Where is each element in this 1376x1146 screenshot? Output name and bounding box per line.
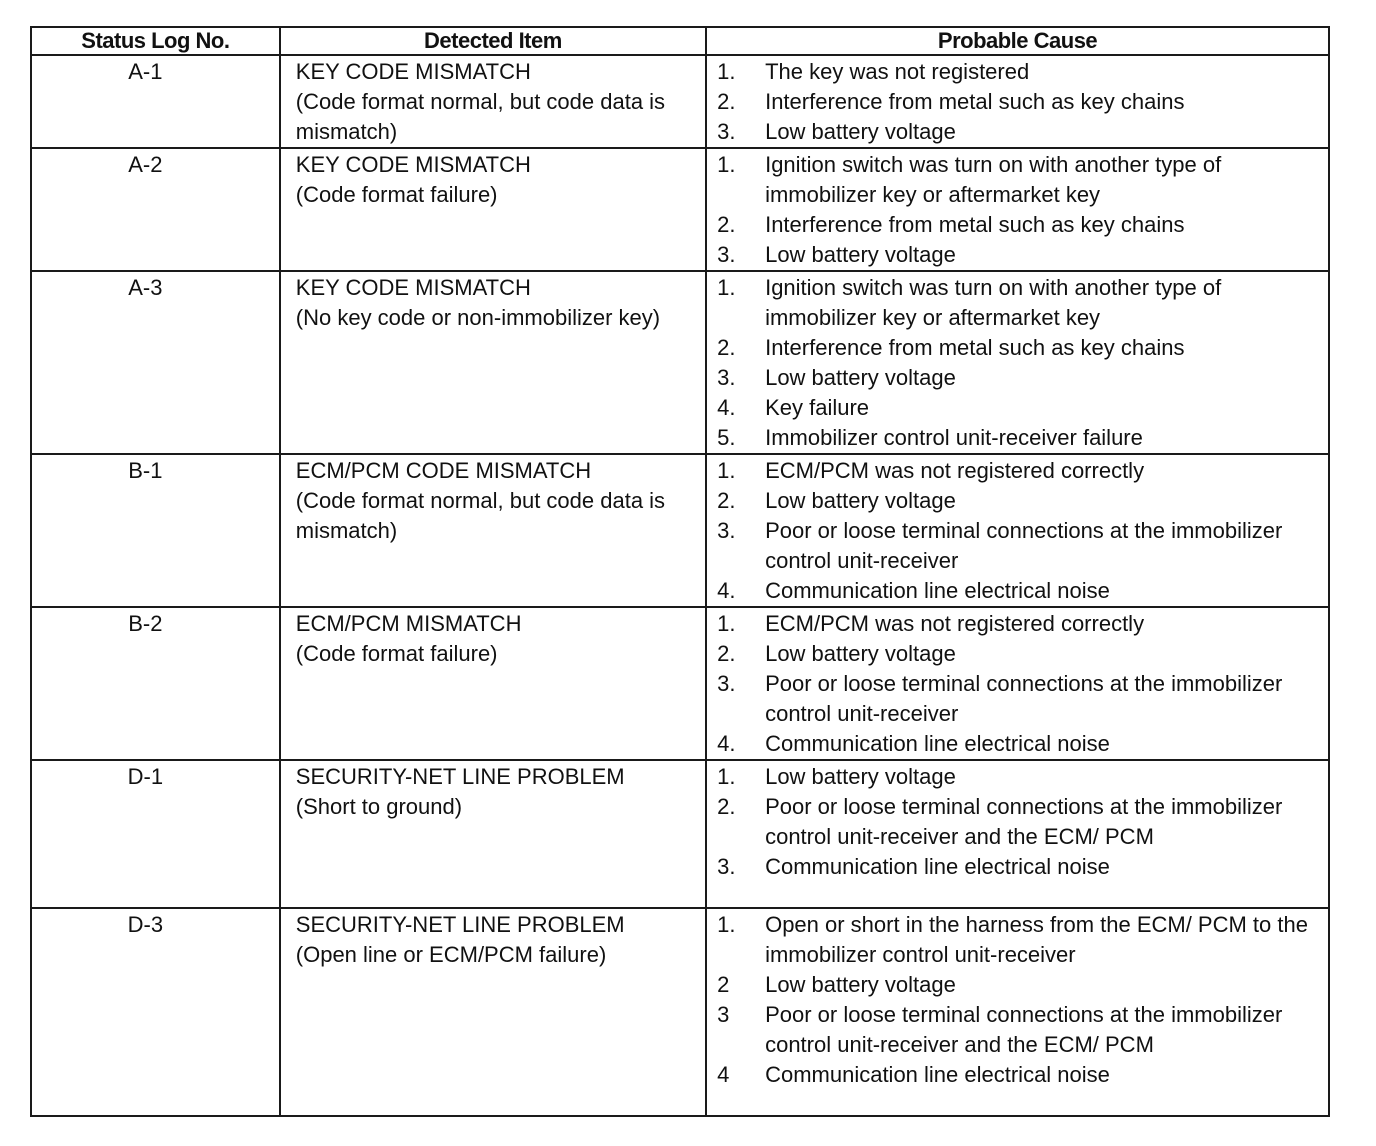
table-row [31, 607, 1329, 760]
cause-list [717, 910, 1322, 1090]
cause-item [717, 363, 1322, 393]
cause-item [717, 423, 1322, 453]
cause-text: Communication line electrical noise [765, 1062, 1110, 1087]
probable-cause-cell [706, 607, 1329, 760]
detected-item-cell [280, 454, 706, 607]
status-log-code: A-3 [31, 271, 280, 454]
cause-text: Communication line electrical noise [765, 578, 1110, 603]
header-probable-cause: Probable Cause [706, 27, 1329, 55]
cause-item [717, 456, 1322, 486]
cause-item [717, 609, 1322, 639]
table-row [31, 760, 1329, 908]
cause-item [717, 669, 1322, 729]
cause-number: 3. [717, 854, 736, 879]
cause-number: 1. [717, 59, 736, 84]
detected-item-cell [280, 607, 706, 760]
cause-number: 3. [717, 242, 736, 267]
cause-item [717, 762, 1322, 792]
cause-item [717, 210, 1322, 240]
cause-number: 4. [717, 395, 736, 420]
cause-text: Communication line electrical noise [765, 731, 1110, 756]
cause-text: ECM/PCM was not registered correctly [765, 611, 1145, 636]
cause-text: Low battery voltage [765, 242, 956, 267]
cause-text: Interference from metal such as key chains [765, 89, 1185, 114]
cause-number: 1. [717, 764, 736, 789]
cause-text: Low battery voltage [765, 365, 956, 390]
cause-item [717, 57, 1322, 87]
detected-item-title: ECM/PCM CODE MISMATCH [295, 458, 592, 483]
cause-text: Poor or loose terminal connections at the immobilizer control unit-receiver and the ECM/ PCM [765, 1002, 1283, 1057]
cause-number: 2. [717, 488, 736, 513]
status-log-code: D-3 [31, 908, 280, 1116]
detected-item-detail: (Open line or ECM/PCM failure) [295, 942, 607, 967]
cause-number: 2. [717, 89, 736, 114]
cause-number: 2. [717, 212, 736, 237]
cause-number: 3. [717, 671, 736, 696]
cause-list [717, 762, 1322, 882]
detected-item-detail: (Code format normal, but code data is mismatch) [295, 89, 666, 144]
cause-text: Key failure [765, 395, 870, 420]
table-body [31, 55, 1329, 1116]
status-log-code: A-2 [31, 148, 280, 271]
cause-number: 2. [717, 794, 736, 819]
cause-number: 3. [717, 365, 736, 390]
cause-number: 3. [717, 119, 736, 144]
cause-number: 2. [717, 335, 736, 360]
cause-item [717, 1060, 1322, 1090]
cause-text: Poor or loose terminal connections at the immobilizer control unit-receiver [765, 671, 1283, 726]
detected-item-cell [280, 148, 706, 271]
cause-text: The key was not registered [765, 59, 1030, 84]
cause-item [717, 240, 1322, 270]
header-detected-item: Detected Item [280, 27, 706, 55]
cause-list [717, 273, 1322, 453]
detected-item-detail: (Code format failure) [295, 182, 498, 207]
cause-number: 3. [717, 518, 736, 543]
probable-cause-cell [706, 908, 1329, 1116]
cause-number: 2. [717, 641, 736, 666]
cause-number: 1. [717, 912, 736, 937]
probable-cause-cell [706, 55, 1329, 148]
cause-number: 4 [717, 1062, 730, 1087]
cause-text: Low battery voltage [765, 488, 956, 513]
detected-item-detail: (Code format normal, but code data is mismatch) [295, 488, 666, 543]
cause-text: Poor or loose terminal connections at the immobilizer control unit-receiver [765, 518, 1283, 573]
detected-item-title: SECURITY-NET LINE PROBLEM [295, 764, 625, 789]
status-log-table [30, 26, 1330, 1117]
detected-item-detail: (No key code or non-immobilizer key) [295, 305, 661, 330]
cause-text: Low battery voltage [765, 641, 956, 666]
cause-number: 3 [717, 1002, 730, 1027]
table-row [31, 55, 1329, 148]
header-status-log-no: Status Log No. [31, 27, 280, 55]
probable-cause-cell [706, 271, 1329, 454]
cause-number: 2 [717, 972, 730, 997]
status-log-code: D-1 [31, 760, 280, 908]
cause-text: Ignition switch was turn on with another type of immobilizer key or aftermarket key [765, 152, 1222, 207]
table-header-row [31, 27, 1329, 55]
status-log-code: B-1 [31, 454, 280, 607]
cause-number: 5. [717, 425, 736, 450]
cause-text: Interference from metal such as key chains [765, 335, 1185, 360]
detected-item-detail: (Code format failure) [295, 641, 498, 666]
table-row [31, 148, 1329, 271]
status-log-code: A-1 [31, 55, 280, 148]
detected-item-title: KEY CODE MISMATCH [295, 152, 531, 177]
cause-text: Low battery voltage [765, 119, 956, 144]
cause-list [717, 609, 1322, 759]
cause-text: Communication line electrical noise [765, 854, 1110, 879]
cause-item [717, 792, 1322, 852]
cause-number: 4. [717, 578, 736, 603]
cause-item [717, 333, 1322, 363]
cause-item [717, 486, 1322, 516]
detected-item-cell [280, 271, 706, 454]
cause-list [717, 150, 1322, 270]
cause-item [717, 639, 1322, 669]
cause-text: ECM/PCM was not registered correctly [765, 458, 1145, 483]
detected-item-cell [280, 55, 706, 148]
probable-cause-cell [706, 148, 1329, 271]
table-row [31, 271, 1329, 454]
cause-number: 1. [717, 152, 736, 177]
cause-list [717, 57, 1322, 147]
cause-item [717, 393, 1322, 423]
cause-item [717, 729, 1322, 759]
probable-cause-cell [706, 454, 1329, 607]
status-log-code: B-2 [31, 607, 280, 760]
cause-item [717, 1000, 1322, 1060]
cause-item [717, 117, 1322, 147]
cause-item [717, 150, 1322, 210]
detected-item-title: SECURITY-NET LINE PROBLEM [295, 912, 625, 937]
cause-item [717, 273, 1322, 333]
detected-item-cell [280, 760, 706, 908]
cause-text: Immobilizer control unit-receiver failure [765, 425, 1143, 450]
cause-item [717, 516, 1322, 576]
cause-number: 1. [717, 458, 736, 483]
cause-text: Low battery voltage [765, 764, 956, 789]
cause-item [717, 87, 1322, 117]
detected-item-cell [280, 908, 706, 1116]
cause-text: Low battery voltage [765, 972, 956, 997]
probable-cause-cell [706, 760, 1329, 908]
cause-text: Ignition switch was turn on with another type of immobilizer key or aftermarket key [765, 275, 1222, 330]
cause-text: Poor or loose terminal connections at the immobilizer control unit-receiver and the ECM/ PCM [765, 794, 1283, 849]
cause-number: 1. [717, 275, 736, 300]
cause-item [717, 576, 1322, 606]
cause-number: 4. [717, 731, 736, 756]
detected-item-title: ECM/PCM MISMATCH [295, 611, 522, 636]
cause-item [717, 910, 1322, 970]
detected-item-title: KEY CODE MISMATCH [295, 275, 531, 300]
cause-item [717, 852, 1322, 882]
detected-item-detail: (Short to ground) [295, 794, 463, 819]
cause-list [717, 456, 1322, 606]
cause-number: 1. [717, 611, 736, 636]
detected-item-title: KEY CODE MISMATCH [295, 59, 531, 84]
cause-item [717, 970, 1322, 1000]
cause-text: Open or short in the harness from the ECM/ PCM to the immobilizer control unit-receiver [765, 912, 1308, 967]
cause-text: Interference from metal such as key chains [765, 212, 1185, 237]
table-row [31, 908, 1329, 1116]
table-row [31, 454, 1329, 607]
